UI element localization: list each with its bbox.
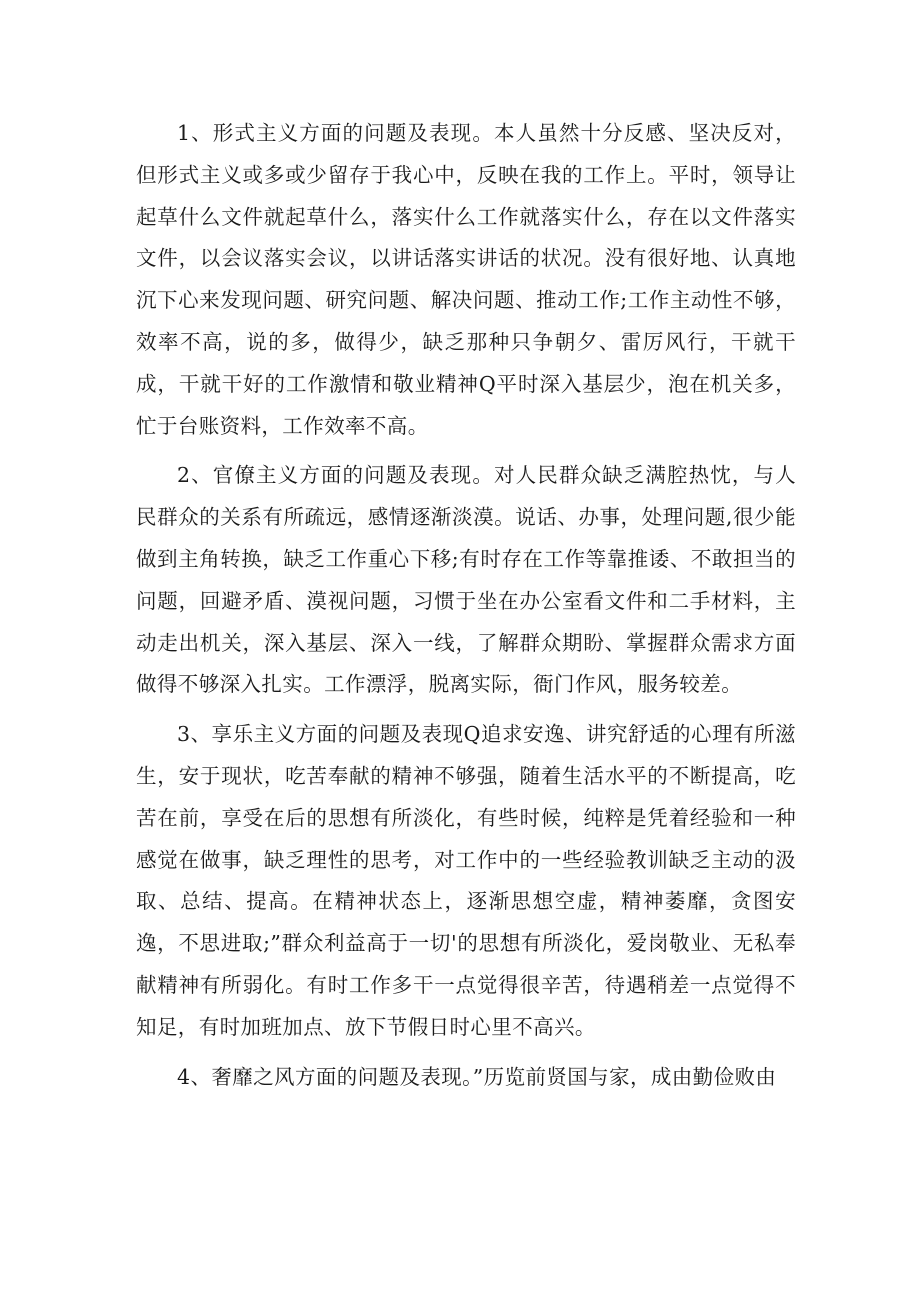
- paragraph-formalism: 1、形式主义方面的问题及表现。本人虽然十分反感、坚决反对，但形式主义或多或少留存于我心中，反映在我的工作上。平时，领导让起草什么文件就起草什么，落实什么工作就落实什么，存在以文件落实文件，以会议落实会议，以讲话落实讲话的状况。没有很好地、认真地沉下心来发现问题、研究问题、解决问题、推动工作;工作主动性不够，效率不高，说的多，做得少，缺乏那种只争朝夕、雷厉风行，干就干成，干就干好的工作激情和敬业精神Q平时深入基层少，泡在机关多，忙于台账资料，工作效率不高。: [136, 121, 796, 438]
- document-body: [136, 113, 796, 1106]
- paragraph-bureaucracy: 2、官僚主义方面的问题及表现。对人民群众缺乏满腔热忱，与人民群众的关系有所疏远，感情逐渐淡漠。说话、办事，处理问题,很少能做到主角转换，缺乏工作重心下移;有时存在工作等靠推诿、不敢担当的问题，回避矛盾、漠视问题，习惯于坐在办公室看文件和二手材料，主动走出机关，深入基层、深入一线，了解群众期盼、掌握群众需求方面做得不够深入扎实。工作漂浮，脱离实际，衙门作风，服务较差。: [136, 463, 796, 697]
- paragraph-hedonism: 3、享乐主义方面的问题及表现Q追求安逸、讲究舒适的心理有所滋生，安于现状，吃苦奉献的精神不够强，随着生活水平的不断提高，吃苦在前，享受在后的思想有所淡化，有些时候，纯粹是凭着经验和一种感觉在做事，缺乏理性的思考，对工作中的一些经验教训缺乏主动的汲取、总结、提高。在精神状态上，逐渐思想空虚，精神萎靡，贪图安逸，不思进取;”群众利益高于一切'的思想有所淡化，爱岗敬业、无私奉献精神有所弱化。有时工作多干一点觉得很辛苦，待遇稍差一点觉得不知足，有时加班加点、放下节假日时心里不高兴。: [136, 722, 796, 1039]
- paragraph-extravagance: 4、奢靡之风方面的问题及表现。”历览前贤国与家，成由勤俭败由: [177, 1064, 777, 1089]
